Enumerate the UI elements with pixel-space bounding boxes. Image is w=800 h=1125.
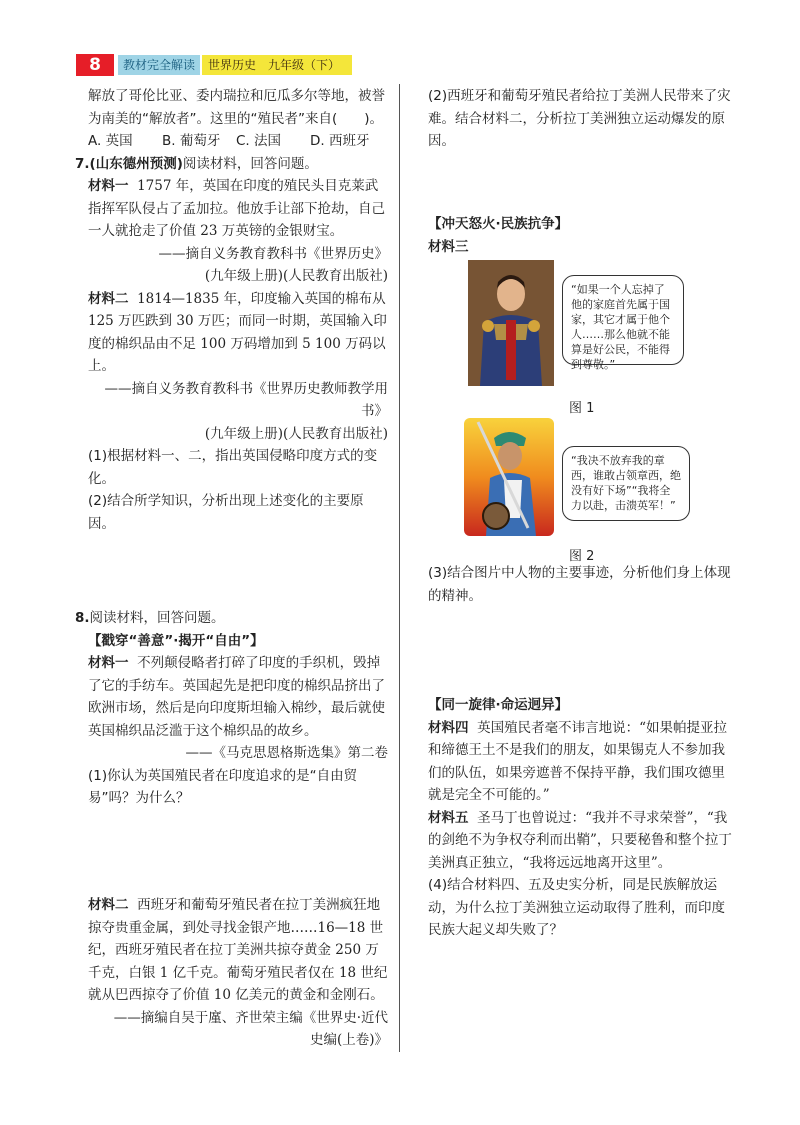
q7-stem-text: 阅读材料，回答问题。 <box>182 155 318 172</box>
q6-option-b: B. 葡萄牙 <box>162 133 221 149</box>
series-title: 教材完全解读 <box>118 55 200 75</box>
q6-option-d: D. 西班牙 <box>310 133 370 149</box>
q8-m2-source-1: ——摘编自吴于廑、齐世荣主编《世界史·近代 <box>113 1009 388 1026</box>
m1-text: 1757 年，英国在印度的殖民头目克莱武指挥军队侵占了孟加拉。他放手让部下抢劫，自己一人就抢走了价值 23 万英镑的金银财宝。 <box>88 178 385 239</box>
m5-text: 圣马丁也曾说过：“我并不寻求荣誉”，“我的剑绝不为争权夺利而出鞘”，只要秘鲁和整个拉丁美洲真正独立，“我将远远地离开这里”。 <box>428 809 732 871</box>
figure-2-caption: 图 2 <box>569 549 595 564</box>
left-column <box>75 85 388 535</box>
q8-sub-2: (2)西班牙和葡萄牙殖民者给拉丁美洲人民带来了灾难。结合材料二，分析拉丁美洲独立运动爆发的原因。 <box>428 88 731 149</box>
q8-section-title: 【戳穿“善意”·揭开“自由”】 <box>88 632 264 649</box>
q6-tail: 解放了哥伦比亚、委内瑞拉和厄瓜多尔等地，被誉为南美的“解放者”。这里的“殖民者”来自( )。 <box>88 88 385 127</box>
m4-label: 材料四 <box>428 719 469 736</box>
q6-options <box>88 130 388 153</box>
q6-option-c: C. 法国 <box>236 133 282 149</box>
q7-material-2 <box>88 288 388 378</box>
q8-material-2-block <box>88 894 388 1052</box>
q8-m1-source: ——《马克思恩格斯选集》第二卷 <box>185 745 388 761</box>
q8-number: 8. <box>75 610 90 626</box>
m2-source-2: (九年级上册)(人民教育出版社) <box>204 425 388 442</box>
q8-m1-label: 材料一 <box>88 655 129 671</box>
q7-material-1 <box>88 175 388 243</box>
m1-source-1: ——摘自义务教育教科书《世界历史》 <box>158 245 388 262</box>
q8-sub-4: (4)结合材料四、五及史实分析，同是民族解放运动，为什么拉丁美洲独立运动取得了胜利，而印度民族大起义却失败了？ <box>428 877 725 938</box>
q8-stem-text: 阅读材料，回答问题。 <box>89 610 225 626</box>
q7-stem <box>75 153 388 176</box>
q8-m2-source-2: 史编(上卷)》 <box>309 1032 388 1048</box>
q7-sub-2: (2)结合所学知识，分析出现上述变化的主要原因。 <box>88 493 364 532</box>
m4-text: 英国殖民者毫不讳言地说：“如果帕提亚拉和缔德王土不是我们的朋友，如果锡克人不参加我们的队伍，如果旁遮普不保持平静，我们围攻德里就是完全不可能的。” <box>428 719 727 803</box>
figure-1-speech-bubble: “如果一个人忘掉了他的家庭首先属于国家，其它才属于他个人……那么他就不能算是好公民，不能得到尊敬。” <box>562 275 684 365</box>
section-3-block <box>428 694 734 942</box>
q8-material-2 <box>88 894 388 1007</box>
q7-sub-1: (1)根据材料一、二，指出英国侵略印度方式的变化。 <box>88 448 378 487</box>
q6-option-a: A. 英国 <box>88 133 133 149</box>
figure-2-portrait <box>464 418 554 536</box>
page-header <box>76 54 354 76</box>
right-top <box>428 85 734 153</box>
figure-1-portrait <box>468 260 554 386</box>
figure-2-speech-bubble: “我决不放弃我的章西，谁敢占领章西，绝没有好下场”“我将全力以赴，击溃英军！” <box>562 446 690 521</box>
q8-sub-3: (3)结合图片中人物的主要事迹，分析他们身上体现的精神。 <box>428 565 731 604</box>
m1-label: 材料一 <box>88 178 129 194</box>
section-3-title: 【同一旋律·命运迥异】 <box>428 697 569 713</box>
m5-label: 材料五 <box>428 809 469 826</box>
m2-text: 1814—1835 年，印度输入英国的棉布从 125 万匹跌到 30 万匹；而同一时期，英国输入印度的棉织品由不足 100 万码增加到 5 100 万码以上。 <box>88 290 387 374</box>
m3-label: 材料三 <box>428 238 469 255</box>
lakshmibai-portrait-image <box>464 418 554 536</box>
q8-m2-label: 材料二 <box>88 897 129 913</box>
m2-label: 材料二 <box>88 290 129 307</box>
q8-material-4 <box>428 717 734 807</box>
section-2-title: 【冲天怒火·民族抗争】 <box>428 216 569 232</box>
q7-source: (山东德州预测) <box>89 155 183 172</box>
bolivar-portrait-image <box>468 260 554 386</box>
m1-source-2: (九年级上册)(人民教育出版社) <box>204 268 388 284</box>
column-divider <box>399 84 400 1052</box>
q8-material-5 <box>428 807 734 875</box>
section-2-header <box>428 213 734 258</box>
q8-sub-3-block <box>428 562 734 607</box>
q8-m2-text: 西班牙和葡萄牙殖民者在拉丁美洲疯狂地掠夺贵重金属，到处寻找金银产地……16—18 世纪，西班牙殖民者在拉丁美洲共掠夺黄金 250 万千克，白银 1 亿千克。葡萄牙殖民者仅在 18 世纪就从巴西掠夺了价值 10 亿美元的黄金和金刚石。 <box>88 897 388 1003</box>
q8-block <box>75 607 388 810</box>
q8-sub-1: (1)你认为英国殖民者在印度追求的是“自由贸易”吗？为什么？ <box>88 767 358 806</box>
page-number: 8 <box>76 54 114 76</box>
figure-1-caption: 图 1 <box>569 401 595 416</box>
m2-source-1: ——摘自义务教育教科书《世界历史教师教学用书》 <box>104 380 388 419</box>
q8-stem <box>75 607 388 630</box>
q7-number: 7. <box>75 155 90 172</box>
q8-m1-text: 不列颠侵略者打碎了印度的手织机，毁掉了它的手纺车。英国起先是把印度的棉织品挤出了欧洲市场，然后是向印度斯坦输入棉纱，最后就使英国棉织品泛滥于这个棉织品的故乡。 <box>88 655 385 739</box>
q8-material-1 <box>88 652 388 742</box>
book-title: 世界历史 九年级（下） <box>202 55 352 75</box>
